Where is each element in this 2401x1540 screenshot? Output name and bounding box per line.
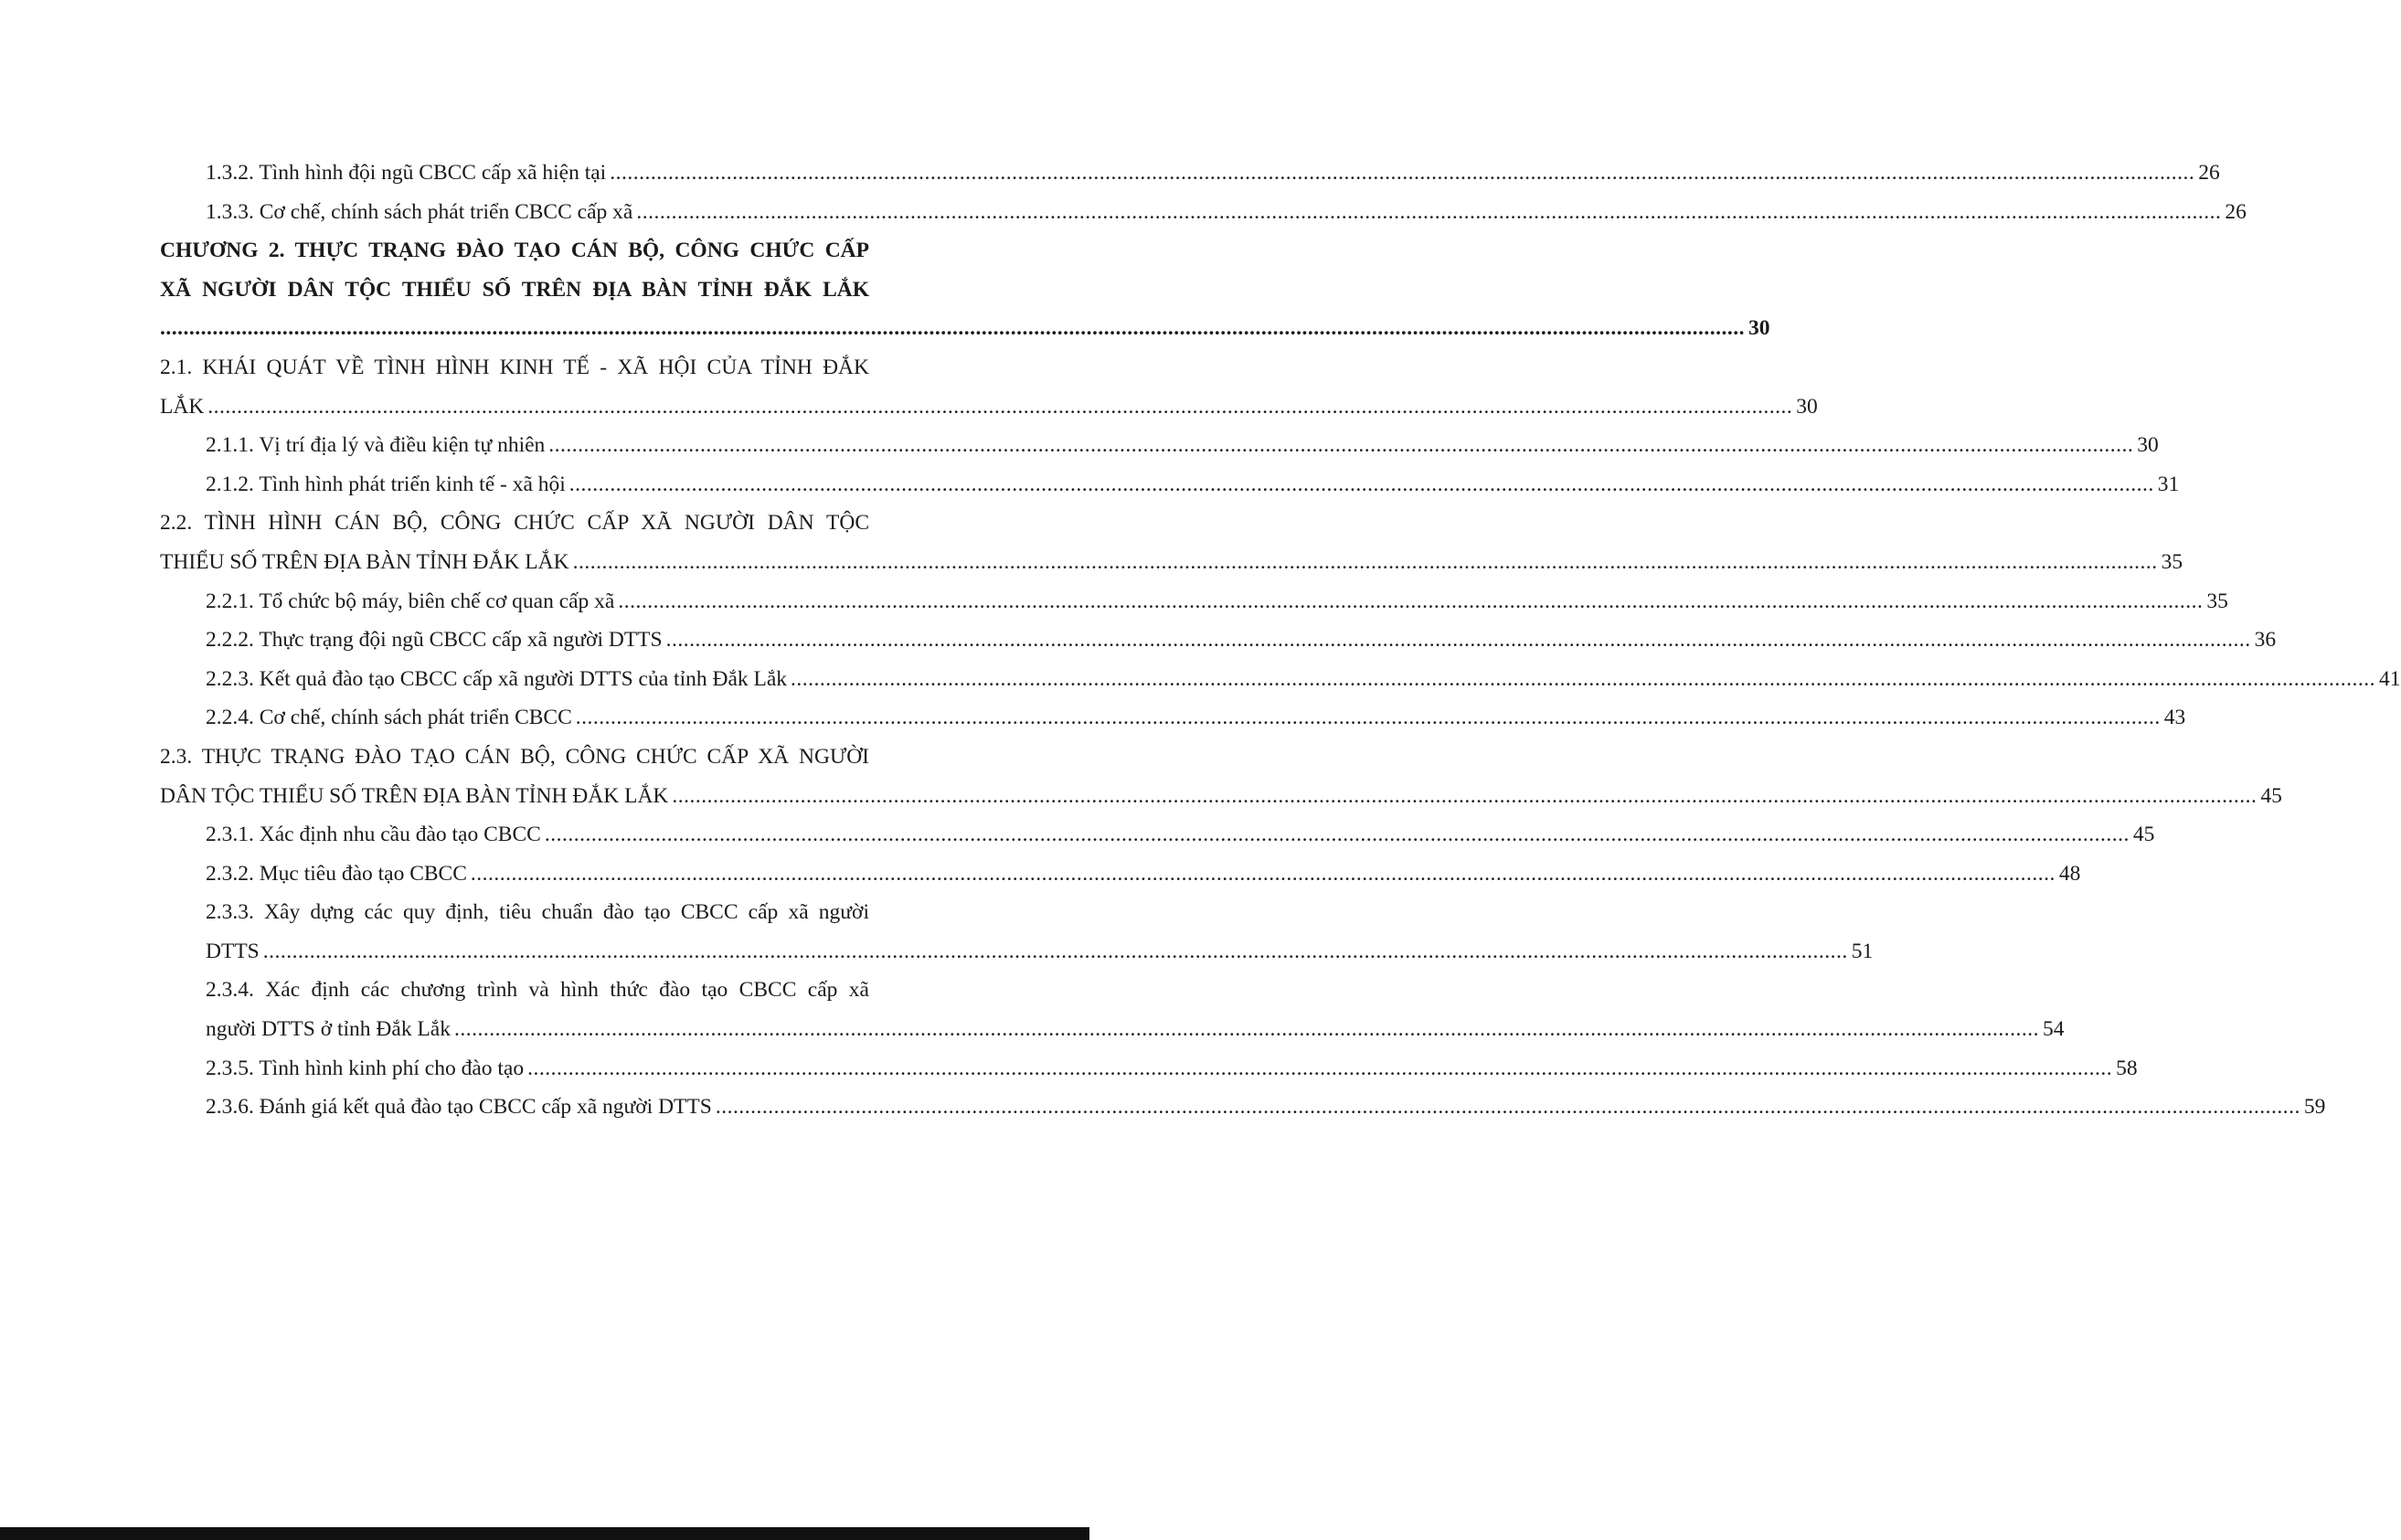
- page-bottom-edge: [0, 1527, 1089, 1540]
- toc-entry-2-3-4-line-2[interactable]: [160, 1010, 2065, 1049]
- toc-entry-2-2-4[interactable]: [160, 698, 2186, 738]
- toc-page-number: 35: [2161, 549, 2183, 574]
- toc-entry-2-3-6[interactable]: [160, 1088, 2326, 1127]
- toc-page-number: 30: [2137, 433, 2159, 458]
- toc-entry-label: LẮK: [160, 394, 205, 419]
- toc-chapter-2-line-2[interactable]: XÃ NGƯỜI DÂN TỘC THIỂU SỐ TRÊN ĐỊA BÀN TỈNH ĐẮK LẮK: [160, 277, 869, 302]
- toc-entry-2-2-3[interactable]: [160, 660, 2401, 699]
- dot-leader: [576, 698, 2161, 738]
- toc-entry-2-3-3-line-2[interactable]: [160, 932, 1874, 972]
- toc-page-number: 45: [2260, 783, 2282, 808]
- toc-entry-label: DTTS: [206, 939, 260, 963]
- toc-section-2-1-line-1[interactable]: 2.1. KHÁI QUÁT VỀ TÌNH HÌNH KINH TẾ - XÃ HỘI CỦA TỈNH ĐẮK: [160, 355, 869, 379]
- toc-entry-label: 2.3.2. Mục tiêu đào tạo CBCC: [206, 861, 467, 886]
- dot-leader: [716, 1088, 2300, 1127]
- toc-section-2-2-line-2[interactable]: [160, 543, 2183, 582]
- toc-page-number: 58: [2116, 1056, 2138, 1080]
- toc-entry-label: 2.1.1. Vị trí địa lý và điều kiện tự nhiên: [206, 433, 546, 458]
- dot-leader: [569, 465, 2154, 504]
- toc-section-2-1-line-2[interactable]: [160, 388, 1818, 427]
- toc-entry-2-3-2[interactable]: [160, 855, 2081, 894]
- toc-entry-1-3-3[interactable]: [160, 193, 2247, 232]
- dot-leader: [263, 932, 1848, 972]
- dot-leader: [160, 309, 1745, 348]
- dot-leader: [636, 193, 2221, 232]
- toc-entry-2-3-4-line-1[interactable]: 2.3.4. Xác định các chương trình và hình thức đào tạo CBCC cấp xã: [206, 978, 869, 1003]
- toc-entry-label: 2.3.1. Xác định nhu cầu đào tạo CBCC: [206, 823, 541, 847]
- toc-entry-1-3-2[interactable]: [160, 154, 2220, 193]
- dot-leader: [527, 1049, 2112, 1089]
- toc-page-number: 54: [2043, 1017, 2065, 1042]
- toc-page-number: 45: [2132, 823, 2155, 847]
- toc-entry-label: 2.3.6. Đánh giá kết quả đào tạo CBCC cấp xã người DTTS: [206, 1095, 712, 1120]
- toc-entry-2-3-3-line-1[interactable]: 2.3.3. Xây dựng các quy định, tiêu chuẩn đào tạo CBCC cấp xã người: [206, 900, 869, 925]
- toc-entry-label: người DTTS ở tỉnh Đắk Lắk: [206, 1017, 451, 1042]
- toc-entry-2-3-5[interactable]: [160, 1049, 2138, 1089]
- toc-page-number: 51: [1851, 939, 1874, 963]
- toc-entry-label: 2.1.2. Tình hình phát triển kinh tế - xã hội: [206, 472, 566, 496]
- toc-page-number: 26: [2198, 161, 2220, 185]
- toc-entry-2-2-1[interactable]: [160, 582, 2228, 621]
- toc-page-number: 59: [2303, 1095, 2326, 1120]
- toc-entry-2-2-2[interactable]: [160, 621, 2277, 660]
- toc-page-number: 35: [2206, 589, 2228, 613]
- toc-chapter-2-page-line[interactable]: [160, 309, 1770, 348]
- toc-entry-label: 2.2.3. Kết quả đào tạo CBCC cấp xã người DTTS của tỉnh Đắk Lắk: [206, 666, 788, 691]
- toc-page-number: 31: [2157, 472, 2180, 496]
- toc-entry-label: DÂN TỘC THIỂU SỐ TRÊN ĐỊA BÀN TỈNH ĐẮK LẮK: [160, 783, 669, 808]
- toc-section-2-3-line-2[interactable]: [160, 777, 2282, 816]
- toc-entry-2-3-1[interactable]: [160, 815, 2155, 855]
- dot-leader: [454, 1010, 2039, 1049]
- dot-leader: [573, 543, 2158, 582]
- toc-page-number: 30: [1796, 394, 1818, 419]
- toc-entry-2-1-1[interactable]: [160, 426, 2159, 465]
- dot-leader: [471, 855, 2056, 894]
- toc-entry-label: 1.3.2. Tình hình đội ngũ CBCC cấp xã hiện tại: [206, 161, 607, 185]
- dot-leader: [618, 582, 2203, 621]
- toc-page-number: 36: [2254, 628, 2277, 653]
- dot-leader: [610, 154, 2194, 193]
- toc-entry-label: 2.3.5. Tình hình kinh phí cho đào tạo: [206, 1056, 525, 1080]
- toc-entry-label: THIỂU SỐ TRÊN ĐỊA BÀN TỈNH ĐẮK LẮK: [160, 549, 569, 574]
- dot-leader: [545, 815, 2130, 855]
- dot-leader: [791, 660, 2375, 699]
- toc-entry-label: 2.2.4. Cơ chế, chính sách phát triển CBCC: [206, 706, 572, 730]
- toc-page-number: 41: [2379, 666, 2401, 691]
- dot-leader: [672, 777, 2257, 816]
- dot-leader: [666, 621, 2251, 660]
- toc-entry-label: 2.2.1. Tổ chức bộ máy, biên chế cơ quan cấp xã: [206, 589, 615, 613]
- toc-section-2-2-line-1[interactable]: 2.2. TÌNH HÌNH CÁN BỘ, CÔNG CHỨC CẤP XÃ NGƯỜI DÂN TỘC: [160, 511, 869, 536]
- toc-page-number: 30: [1748, 316, 1770, 341]
- toc-section-2-3-line-1[interactable]: 2.3. THỰC TRẠNG ĐÀO TẠO CÁN BỘ, CÔNG CHỨC CẤP XÃ NGƯỜI: [160, 744, 869, 769]
- toc-page-number: 26: [2225, 199, 2247, 224]
- toc-entry-label: 1.3.3. Cơ chế, chính sách phát triển CBCC cấp xã: [206, 199, 633, 224]
- table-of-contents: [160, 154, 2401, 1127]
- dot-leader: [548, 426, 2133, 465]
- toc-entry-2-1-2[interactable]: [160, 465, 2180, 504]
- toc-chapter-2-line-1[interactable]: CHƯƠNG 2. THỰC TRẠNG ĐÀO TẠO CÁN BỘ, CÔNG CHỨC CẤP: [160, 239, 869, 263]
- toc-entry-label: 2.2.2. Thực trạng đội ngũ CBCC cấp xã người DTTS: [206, 628, 663, 653]
- toc-page-number: 48: [2058, 861, 2081, 886]
- dot-leader: [207, 388, 1792, 427]
- toc-page-number: 43: [2163, 706, 2186, 730]
